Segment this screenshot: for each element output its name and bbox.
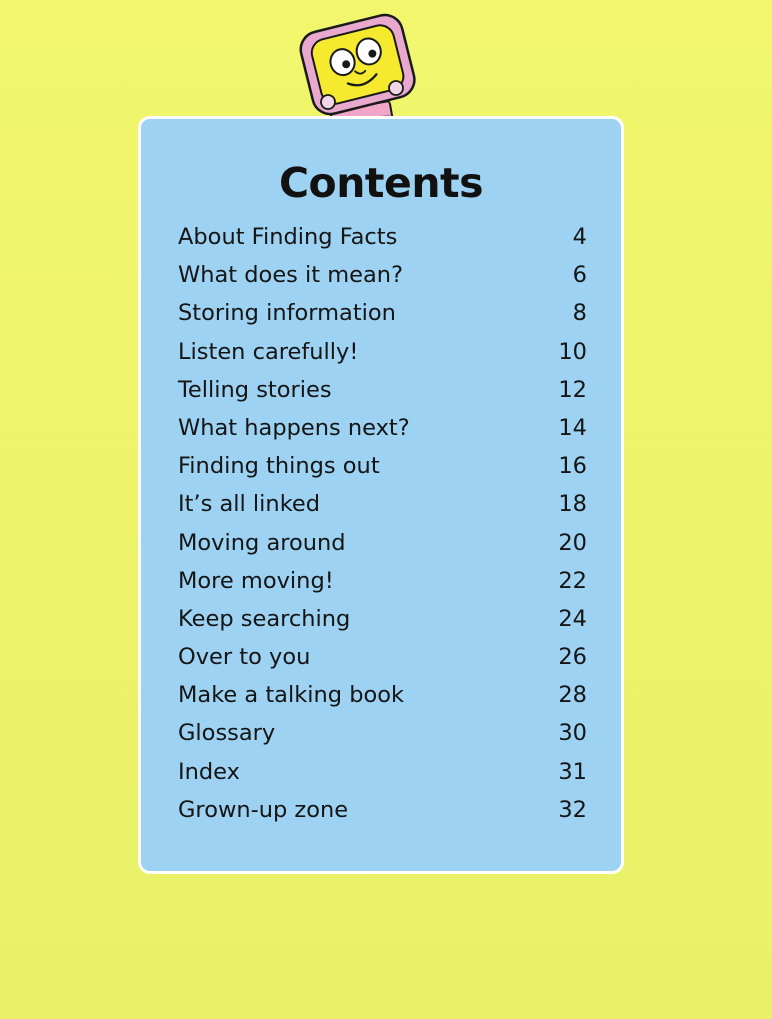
entry-page-number: 24 [558, 605, 587, 632]
contents-entry [178, 218, 587, 256]
entry-page-number: 30 [558, 720, 587, 747]
contents-entry [178, 409, 587, 447]
entry-page-number: 16 [558, 453, 587, 480]
entry-title: Grown-up zone [178, 796, 349, 823]
entry-title: What happens next? [178, 414, 410, 441]
entry-title: Storing information [178, 300, 396, 327]
contents-entry [178, 753, 587, 791]
entry-title: Finding things out [178, 453, 380, 480]
entry-title: Moving around [178, 529, 346, 556]
contents-entry [178, 714, 587, 752]
entry-page-number: 10 [558, 338, 587, 365]
contents-entry [178, 256, 587, 294]
entry-title: More moving! [178, 567, 334, 594]
contents-entry [178, 333, 587, 371]
contents-panel [138, 116, 624, 874]
contents-entry [178, 562, 587, 600]
entry-page-number: 31 [558, 758, 587, 785]
entry-title: It’s all linked [178, 491, 321, 518]
entry-page-number: 32 [558, 796, 587, 823]
contents-entry [178, 791, 587, 829]
contents-entry [178, 447, 587, 485]
entry-page-number: 20 [558, 529, 587, 556]
contents-entry [178, 676, 587, 714]
contents-entry [178, 600, 587, 638]
entry-page-number: 26 [558, 644, 587, 671]
contents-list [178, 218, 587, 829]
entry-title: Over to you [178, 644, 311, 671]
entry-title: Telling stories [178, 376, 332, 403]
contents-entry [178, 485, 587, 523]
contents-entry [178, 638, 587, 676]
entry-page-number: 8 [572, 300, 587, 327]
entry-title: Keep searching [178, 605, 351, 632]
entry-page-number: 4 [572, 224, 587, 250]
entry-page-number: 6 [572, 262, 587, 289]
contents-entry [178, 371, 587, 409]
entry-page-number: 14 [558, 414, 587, 441]
entry-page-number: 18 [558, 491, 587, 518]
entry-title: About Finding Facts [178, 224, 398, 250]
entry-title: What does it mean? [178, 262, 404, 289]
entry-page-number: 12 [558, 376, 587, 403]
entry-title: Index [178, 758, 240, 785]
entry-title: Make a talking book [178, 682, 405, 709]
contents-entry [178, 524, 587, 562]
entry-page-number: 22 [558, 567, 587, 594]
contents-entry [178, 294, 587, 332]
entry-title: Glossary [178, 720, 276, 747]
entry-title: Listen carefully! [178, 338, 359, 365]
entry-page-number: 28 [558, 682, 587, 709]
contents-title: Contents [278, 159, 484, 207]
